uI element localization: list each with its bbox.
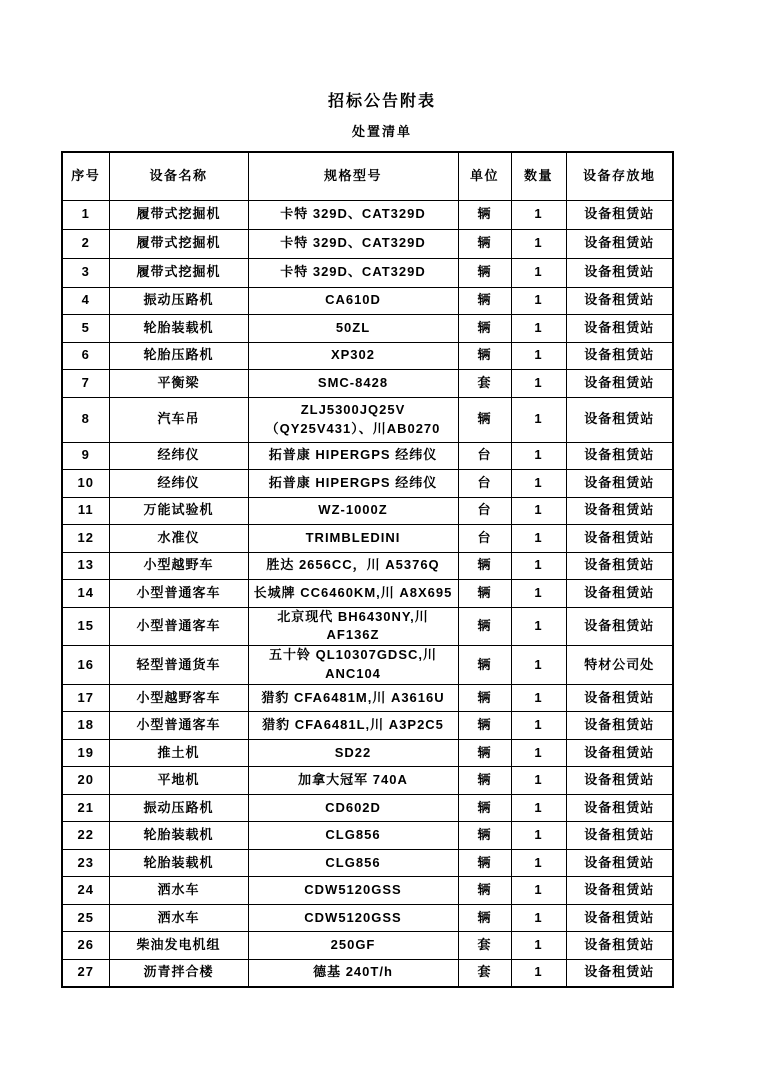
cell-storage-location: 设备租赁站	[566, 229, 673, 258]
table-row	[62, 497, 673, 525]
table-row	[62, 552, 673, 580]
cell-spec-model: CDW5120GSS	[248, 904, 458, 932]
table-row	[62, 397, 673, 442]
header-unit: 单位	[458, 152, 511, 200]
cell-unit: 辆	[458, 849, 511, 877]
cell-quantity: 1	[511, 200, 566, 229]
cell-seq: 10	[62, 470, 109, 498]
cell-equipment-name: 柴油发电机组	[109, 932, 248, 960]
cell-unit: 辆	[458, 607, 511, 646]
cell-unit: 辆	[458, 877, 511, 905]
cell-spec-model: 50ZL	[248, 315, 458, 343]
cell-seq: 1	[62, 200, 109, 229]
cell-storage-location: 设备租赁站	[566, 525, 673, 553]
cell-storage-location: 设备租赁站	[566, 739, 673, 767]
cell-quantity: 1	[511, 607, 566, 646]
cell-quantity: 1	[511, 315, 566, 343]
cell-spec-model: SMC-8428	[248, 370, 458, 398]
cell-spec-model: WZ-1000Z	[248, 497, 458, 525]
cell-equipment-name: 履带式挖掘机	[109, 258, 248, 287]
table-row	[62, 470, 673, 498]
table-row	[62, 849, 673, 877]
cell-equipment-name: 振动压路机	[109, 287, 248, 315]
cell-quantity: 1	[511, 342, 566, 370]
cell-equipment-name: 万能试验机	[109, 497, 248, 525]
cell-seq: 7	[62, 370, 109, 398]
cell-quantity: 1	[511, 397, 566, 442]
cell-storage-location: 设备租赁站	[566, 470, 673, 498]
cell-unit: 台	[458, 442, 511, 470]
cell-storage-location: 设备租赁站	[566, 959, 673, 987]
cell-storage-location: 设备租赁站	[566, 712, 673, 740]
cell-spec-model: 五十铃 QL10307GDSC,川 ANC104	[248, 646, 458, 685]
cell-spec-model: 胜达 2656CC，川 A5376Q	[248, 552, 458, 580]
cell-quantity: 1	[511, 552, 566, 580]
cell-unit: 套	[458, 932, 511, 960]
cell-quantity: 1	[511, 646, 566, 685]
cell-spec-model: XP302	[248, 342, 458, 370]
cell-spec-model: CLG856	[248, 849, 458, 877]
header-spec-model: 规格型号	[248, 152, 458, 200]
cell-quantity: 1	[511, 712, 566, 740]
cell-unit: 辆	[458, 397, 511, 442]
cell-spec-model: CA610D	[248, 287, 458, 315]
cell-unit: 辆	[458, 229, 511, 258]
table-row	[62, 200, 673, 229]
cell-quantity: 1	[511, 684, 566, 712]
cell-seq: 21	[62, 794, 109, 822]
cell-quantity: 1	[511, 470, 566, 498]
cell-storage-location: 特材公司处	[566, 646, 673, 685]
cell-unit: 辆	[458, 258, 511, 287]
cell-spec-model: 250GF	[248, 932, 458, 960]
cell-seq: 14	[62, 580, 109, 608]
cell-unit: 台	[458, 525, 511, 553]
cell-storage-location: 设备租赁站	[566, 287, 673, 315]
cell-equipment-name: 经纬仪	[109, 442, 248, 470]
cell-spec-model: 卡特 329D、CAT329D	[248, 258, 458, 287]
cell-storage-location: 设备租赁站	[566, 607, 673, 646]
cell-seq: 6	[62, 342, 109, 370]
cell-seq: 9	[62, 442, 109, 470]
cell-spec-model: SD22	[248, 739, 458, 767]
list-title: 处置清单	[351, 124, 412, 139]
cell-storage-location: 设备租赁站	[566, 258, 673, 287]
cell-seq: 23	[62, 849, 109, 877]
equipment-table	[61, 151, 674, 988]
cell-equipment-name: 推土机	[109, 739, 248, 767]
cell-quantity: 1	[511, 822, 566, 850]
cell-equipment-name: 小型越野车	[109, 552, 248, 580]
cell-unit: 辆	[458, 794, 511, 822]
cell-equipment-name: 小型普通客车	[109, 712, 248, 740]
cell-spec-model: 加拿大冠军 740A	[248, 767, 458, 795]
table-row	[62, 315, 673, 343]
cell-storage-location: 设备租赁站	[566, 877, 673, 905]
cell-quantity: 1	[511, 287, 566, 315]
cell-equipment-name: 轮胎装载机	[109, 315, 248, 343]
cell-storage-location: 设备租赁站	[566, 315, 673, 343]
table-row	[62, 877, 673, 905]
cell-seq: 19	[62, 739, 109, 767]
cell-seq: 4	[62, 287, 109, 315]
cell-storage-location: 设备租赁站	[566, 442, 673, 470]
cell-seq: 27	[62, 959, 109, 987]
cell-equipment-name: 轮胎压路机	[109, 342, 248, 370]
cell-storage-location: 设备租赁站	[566, 342, 673, 370]
cell-unit: 辆	[458, 200, 511, 229]
cell-unit: 辆	[458, 342, 511, 370]
cell-storage-location: 设备租赁站	[566, 497, 673, 525]
table-row	[62, 822, 673, 850]
table-row	[62, 229, 673, 258]
cell-seq: 8	[62, 397, 109, 442]
cell-spec-model: 猎豹 CFA6481M,川 A3616U	[248, 684, 458, 712]
cell-quantity: 1	[511, 525, 566, 553]
cell-seq: 5	[62, 315, 109, 343]
cell-quantity: 1	[511, 497, 566, 525]
cell-seq: 13	[62, 552, 109, 580]
cell-unit: 台	[458, 470, 511, 498]
cell-equipment-name: 沥青拌合楼	[109, 959, 248, 987]
table-row	[62, 794, 673, 822]
cell-seq: 22	[62, 822, 109, 850]
table-row	[62, 904, 673, 932]
cell-storage-location: 设备租赁站	[566, 684, 673, 712]
table-row	[62, 767, 673, 795]
cell-spec-model: 长城牌 CC6460KM,川 A8X695	[248, 580, 458, 608]
cell-equipment-name: 轮胎装载机	[109, 822, 248, 850]
cell-spec-model: 德基 240T/h	[248, 959, 458, 987]
cell-equipment-name: 小型普通客车	[109, 607, 248, 646]
cell-equipment-name: 经纬仪	[109, 470, 248, 498]
cell-quantity: 1	[511, 580, 566, 608]
table-row	[62, 580, 673, 608]
table-row	[62, 442, 673, 470]
cell-equipment-name: 振动压路机	[109, 794, 248, 822]
cell-equipment-name: 小型普通客车	[109, 580, 248, 608]
cell-storage-location: 设备租赁站	[566, 200, 673, 229]
cell-unit: 辆	[458, 712, 511, 740]
table-row	[62, 287, 673, 315]
cell-equipment-name: 平衡梁	[109, 370, 248, 398]
cell-quantity: 1	[511, 932, 566, 960]
table-row	[62, 932, 673, 960]
cell-storage-location: 设备租赁站	[566, 397, 673, 442]
cell-spec-model: 拓普康 HIPERGPS 经纬仪	[248, 470, 458, 498]
cell-unit: 辆	[458, 767, 511, 795]
cell-unit: 套	[458, 370, 511, 398]
cell-equipment-name: 轻型普通货车	[109, 646, 248, 685]
cell-quantity: 1	[511, 229, 566, 258]
cell-spec-model: CDW5120GSS	[248, 877, 458, 905]
cell-storage-location: 设备租赁站	[566, 849, 673, 877]
cell-seq: 16	[62, 646, 109, 685]
cell-unit: 辆	[458, 684, 511, 712]
header-storage-location: 设备存放地	[566, 152, 673, 200]
table-row	[62, 342, 673, 370]
cell-unit: 辆	[458, 552, 511, 580]
cell-spec-model: 猎豹 CFA6481L,川 A3P2C5	[248, 712, 458, 740]
cell-seq: 26	[62, 932, 109, 960]
cell-unit: 辆	[458, 646, 511, 685]
table-row	[62, 646, 673, 685]
cell-unit: 辆	[458, 904, 511, 932]
cell-unit: 套	[458, 959, 511, 987]
cell-storage-location: 设备租赁站	[566, 552, 673, 580]
cell-equipment-name: 洒水车	[109, 877, 248, 905]
cell-unit: 辆	[458, 739, 511, 767]
cell-seq: 18	[62, 712, 109, 740]
table-row	[62, 525, 673, 553]
table-header-row	[62, 152, 673, 200]
cell-quantity: 1	[511, 904, 566, 932]
cell-equipment-name: 平地机	[109, 767, 248, 795]
cell-seq: 12	[62, 525, 109, 553]
cell-quantity: 1	[511, 849, 566, 877]
cell-seq: 20	[62, 767, 109, 795]
cell-equipment-name: 履带式挖掘机	[109, 229, 248, 258]
table-row	[62, 607, 673, 646]
header-quantity: 数量	[511, 152, 566, 200]
cell-spec-model: TRIMBLEDINI	[248, 525, 458, 553]
cell-equipment-name: 履带式挖掘机	[109, 200, 248, 229]
document-title: 招标公告附表	[327, 93, 436, 110]
cell-equipment-name: 水准仪	[109, 525, 248, 553]
cell-storage-location: 设备租赁站	[566, 932, 673, 960]
cell-equipment-name: 轮胎装载机	[109, 849, 248, 877]
cell-quantity: 1	[511, 877, 566, 905]
header-equipment-name: 设备名称	[109, 152, 248, 200]
cell-quantity: 1	[511, 258, 566, 287]
cell-quantity: 1	[511, 959, 566, 987]
cell-spec-model: CLG856	[248, 822, 458, 850]
table-row	[62, 739, 673, 767]
cell-equipment-name: 洒水车	[109, 904, 248, 932]
cell-spec-model: 卡特 329D、CAT329D	[248, 200, 458, 229]
cell-seq: 15	[62, 607, 109, 646]
cell-storage-location: 设备租赁站	[566, 904, 673, 932]
cell-unit: 辆	[458, 315, 511, 343]
cell-spec-model: CD602D	[248, 794, 458, 822]
cell-spec-model: 拓普康 HIPERGPS 经纬仪	[248, 442, 458, 470]
table-row	[62, 712, 673, 740]
cell-quantity: 1	[511, 739, 566, 767]
cell-unit: 辆	[458, 822, 511, 850]
cell-storage-location: 设备租赁站	[566, 794, 673, 822]
table-row	[62, 258, 673, 287]
cell-seq: 24	[62, 877, 109, 905]
cell-spec-model: ZLJ5300JQ25V（QY25V431）、川AB0270	[248, 397, 458, 442]
table-row	[62, 684, 673, 712]
cell-equipment-name: 小型越野客车	[109, 684, 248, 712]
cell-seq: 2	[62, 229, 109, 258]
cell-unit: 辆	[458, 287, 511, 315]
table-row	[62, 959, 673, 987]
header-seq: 序号	[62, 152, 109, 200]
cell-spec-model: 卡特 329D、CAT329D	[248, 229, 458, 258]
cell-unit: 辆	[458, 580, 511, 608]
cell-storage-location: 设备租赁站	[566, 580, 673, 608]
cell-seq: 17	[62, 684, 109, 712]
cell-quantity: 1	[511, 442, 566, 470]
cell-seq: 11	[62, 497, 109, 525]
cell-quantity: 1	[511, 794, 566, 822]
cell-quantity: 1	[511, 767, 566, 795]
cell-storage-location: 设备租赁站	[566, 370, 673, 398]
cell-quantity: 1	[511, 370, 566, 398]
cell-seq: 3	[62, 258, 109, 287]
cell-equipment-name: 汽车吊	[109, 397, 248, 442]
cell-storage-location: 设备租赁站	[566, 822, 673, 850]
cell-unit: 台	[458, 497, 511, 525]
cell-spec-model: 北京现代 BH6430NY,川 AF136Z	[248, 607, 458, 646]
cell-seq: 25	[62, 904, 109, 932]
table-row	[62, 370, 673, 398]
cell-storage-location: 设备租赁站	[566, 767, 673, 795]
